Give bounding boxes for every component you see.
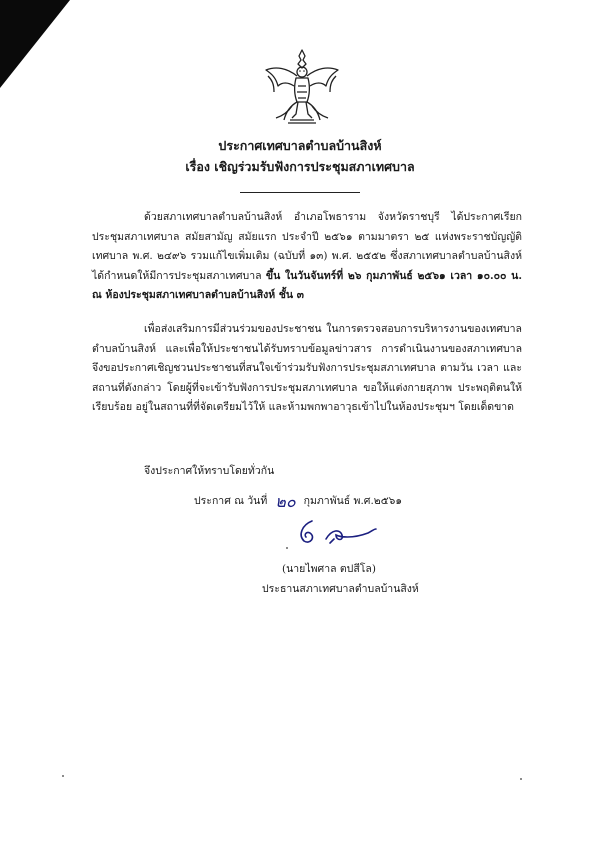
body-paragraph-1 [92,208,522,306]
body-paragraph-1-text: ด้วยสภาเทศบาลตำบลบ้านสิงห์ อำเภอโพธาราม จังหวัดราชบุรี ได้ประกาศเรียกประชุมสภาเทศบาล สมัยสามัญ สมัยแรก ประจำปี ๒๕๖๑ ตามมาตรา ๒๕ แห่งพระราชบัญญัติเทศบาล พ.ศ. ๒๔๙๖ รวมแก้ไขเพิ่มเติม (ฉบับที่ ๑๓) พ.ศ. ๒๕๕๒ ซึ่งสภาเทศบาลตำบลบ้านสิงห์ ได้กำหนดให้มีการประชุมสภาเทศบาล [92,211,522,282]
scan-speck [520,778,522,780]
announcement-date [194,490,402,515]
title-divider [240,192,360,193]
announcement-title: ประกาศเทศบาลตำบลบ้านสิงห์ [218,138,382,153]
garuda-emblem-icon [262,46,342,126]
scan-corner-shadow [0,0,70,90]
signature-image [290,515,380,551]
signer-position: ประธานสภาเทศบาลตำบลบ้านสิงห์ [262,583,419,595]
scan-speck [62,775,64,777]
signer-name: (นายไพศาล ตปสีโล) [282,563,376,575]
meeting-datetime-location: ขึ้น ในวันจันทร์ที่ ๒๖ กุมภาพันธ์ ๒๕๖๑ เวลา ๑๐.๐๐ น. ณ ห้องประชุมสภาเทศบาลตำบลบ้านสิงห์ ชั้น ๓ [92,269,522,301]
announcement-subject: เรื่อง เชิญร่วมรับฟังการประชุมสภาเทศบาล [185,159,415,174]
closing-statement: จึงประกาศให้ทราบโดยทั่วกัน [144,465,275,477]
body-paragraph-2: เพื่อส่งเสริมการมีส่วนร่วมของประชาชน ในการตรวจสอบการบริหารงานของเทศบาลตำบลบ้านสิงห์ และเพื่อให้ประชาชนได้รับทราบข้อมูลข่าวสาร การดำเนินงานของสภาเทศบาล จึงขอประกาศเชิญชวนประชาชนที่สนใจเข้าร่วมรับฟังการประชุมสภาเทศบาล ตามวัน เวลา และสถานที่ดังกล่าว โดยผู้ที่จะเข้ารับฟังการประชุมสภาเทศบาล ขอให้แต่งกายสุภาพ ประพฤติตนให้เรียบร้อย อยู่ในสถานที่ที่จัดเตรียมไว้ให้ และห้ามพกพาอาวุธเข้าไปในห้องประชุมฯ โดยเด็ดขาด [92,323,522,413]
date-month-year: กุมภาพันธ์ พ.ศ.๒๕๖๑ [303,495,402,507]
scan-speck [286,547,288,549]
date-prefix: ประกาศ ณ วันที่ [194,495,268,507]
date-day-handwritten: ๒๐ [275,492,296,511]
